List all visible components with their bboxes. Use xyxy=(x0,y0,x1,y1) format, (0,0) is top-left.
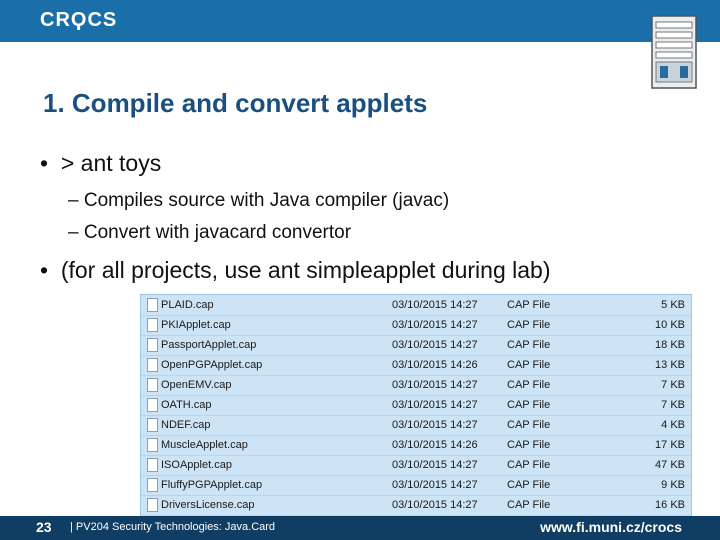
file-date: 03/10/2015 14:27 xyxy=(392,299,478,311)
file-type: CAP File xyxy=(507,379,551,391)
file-icon xyxy=(147,458,158,472)
file-date: 03/10/2015 14:27 xyxy=(392,459,478,471)
bullet-text: > ant toys xyxy=(60,150,162,176)
file-row[interactable] xyxy=(141,315,691,336)
file-type: CAP File xyxy=(507,359,551,371)
file-row[interactable] xyxy=(141,495,691,516)
file-icon xyxy=(147,398,158,412)
file-date: 03/10/2015 14:27 xyxy=(392,419,478,431)
file-date: 03/10/2015 14:27 xyxy=(392,319,478,331)
file-icon xyxy=(147,478,158,492)
file-date: 03/10/2015 14:27 xyxy=(392,499,478,511)
file-icon xyxy=(147,418,158,432)
file-size: 13 KB xyxy=(655,359,685,371)
file-row[interactable] xyxy=(141,335,691,356)
file-size: 7 KB xyxy=(661,379,685,391)
crocs-logo: CRϘCS xyxy=(40,9,118,31)
file-name: NDEF.cap xyxy=(161,419,211,431)
file-type: CAP File xyxy=(507,299,551,311)
file-icon xyxy=(147,498,158,512)
file-date: 03/10/2015 14:27 xyxy=(392,399,478,411)
header-bar xyxy=(0,0,720,42)
bullet-text: (for all projects, use ant simpleapplet during lab) xyxy=(60,257,551,283)
file-icon xyxy=(147,438,158,452)
file-name: PKIApplet.cap xyxy=(161,319,231,331)
file-date: 03/10/2015 14:26 xyxy=(392,359,478,371)
sub-bullet-convert: – Convert with javacard convertor xyxy=(68,222,352,243)
file-name: PassportApplet.cap xyxy=(161,339,257,351)
file-type: CAP File xyxy=(507,339,551,351)
file-icon xyxy=(147,298,158,312)
file-icon xyxy=(147,378,158,392)
file-date: 03/10/2015 14:26 xyxy=(392,439,478,451)
file-size: 17 KB xyxy=(655,439,685,451)
file-row[interactable] xyxy=(141,475,691,496)
file-date: 03/10/2015 14:27 xyxy=(392,379,478,391)
file-name: FluffyPGPApplet.cap xyxy=(161,479,263,491)
file-name: OpenPGPApplet.cap xyxy=(161,359,263,371)
file-type: CAP File xyxy=(507,399,551,411)
file-row[interactable] xyxy=(141,455,691,476)
sub-bullet-compile: – Compiles source with Java compiler (javac) xyxy=(68,190,450,211)
file-icon xyxy=(147,318,158,332)
file-row[interactable] xyxy=(141,435,691,456)
file-size: 10 KB xyxy=(655,319,685,331)
file-row[interactable] xyxy=(141,375,691,396)
file-name: OpenEMV.cap xyxy=(161,379,232,391)
file-row[interactable] xyxy=(141,295,691,316)
file-size: 5 KB xyxy=(661,299,685,311)
file-row[interactable] xyxy=(141,415,691,436)
file-icon xyxy=(147,358,158,372)
file-date: 03/10/2015 14:27 xyxy=(392,339,478,351)
file-row[interactable] xyxy=(141,395,691,416)
file-size: 18 KB xyxy=(655,339,685,351)
file-type: CAP File xyxy=(507,319,551,331)
bullet-ant-toys: • > ant toys xyxy=(40,150,162,176)
file-type: CAP File xyxy=(507,459,551,471)
file-size: 47 KB xyxy=(655,459,685,471)
file-date: 03/10/2015 14:27 xyxy=(392,479,478,491)
file-type: CAP File xyxy=(507,439,551,451)
file-name: ISOApplet.cap xyxy=(161,459,232,471)
file-name: PLAID.cap xyxy=(161,299,214,311)
server-icon xyxy=(646,14,702,90)
file-size: 7 KB xyxy=(661,399,685,411)
file-name: MuscleApplet.cap xyxy=(161,439,248,451)
bullet-simpleapplet: • (for all projects, use ant simpleapplet during lab) xyxy=(40,257,551,283)
file-type: CAP File xyxy=(507,499,551,511)
file-list xyxy=(140,294,692,518)
file-size: 9 KB xyxy=(661,479,685,491)
page-number: 23 xyxy=(36,519,52,535)
footer-course-title: | PV204 Security Technologies: Java.Card xyxy=(70,521,276,533)
file-type: CAP File xyxy=(507,419,551,431)
file-name: DriversLicense.cap xyxy=(161,499,255,511)
file-name: OATH.cap xyxy=(161,399,212,411)
file-type: CAP File xyxy=(507,479,551,491)
slide-title: 1. Compile and convert applets xyxy=(43,88,428,118)
file-row[interactable] xyxy=(141,355,691,376)
file-icon xyxy=(147,338,158,352)
footer-url: www.fi.muni.cz/crocs xyxy=(540,519,682,535)
file-size: 4 KB xyxy=(661,419,685,431)
footer-bar xyxy=(0,516,720,540)
file-size: 16 KB xyxy=(655,499,685,511)
